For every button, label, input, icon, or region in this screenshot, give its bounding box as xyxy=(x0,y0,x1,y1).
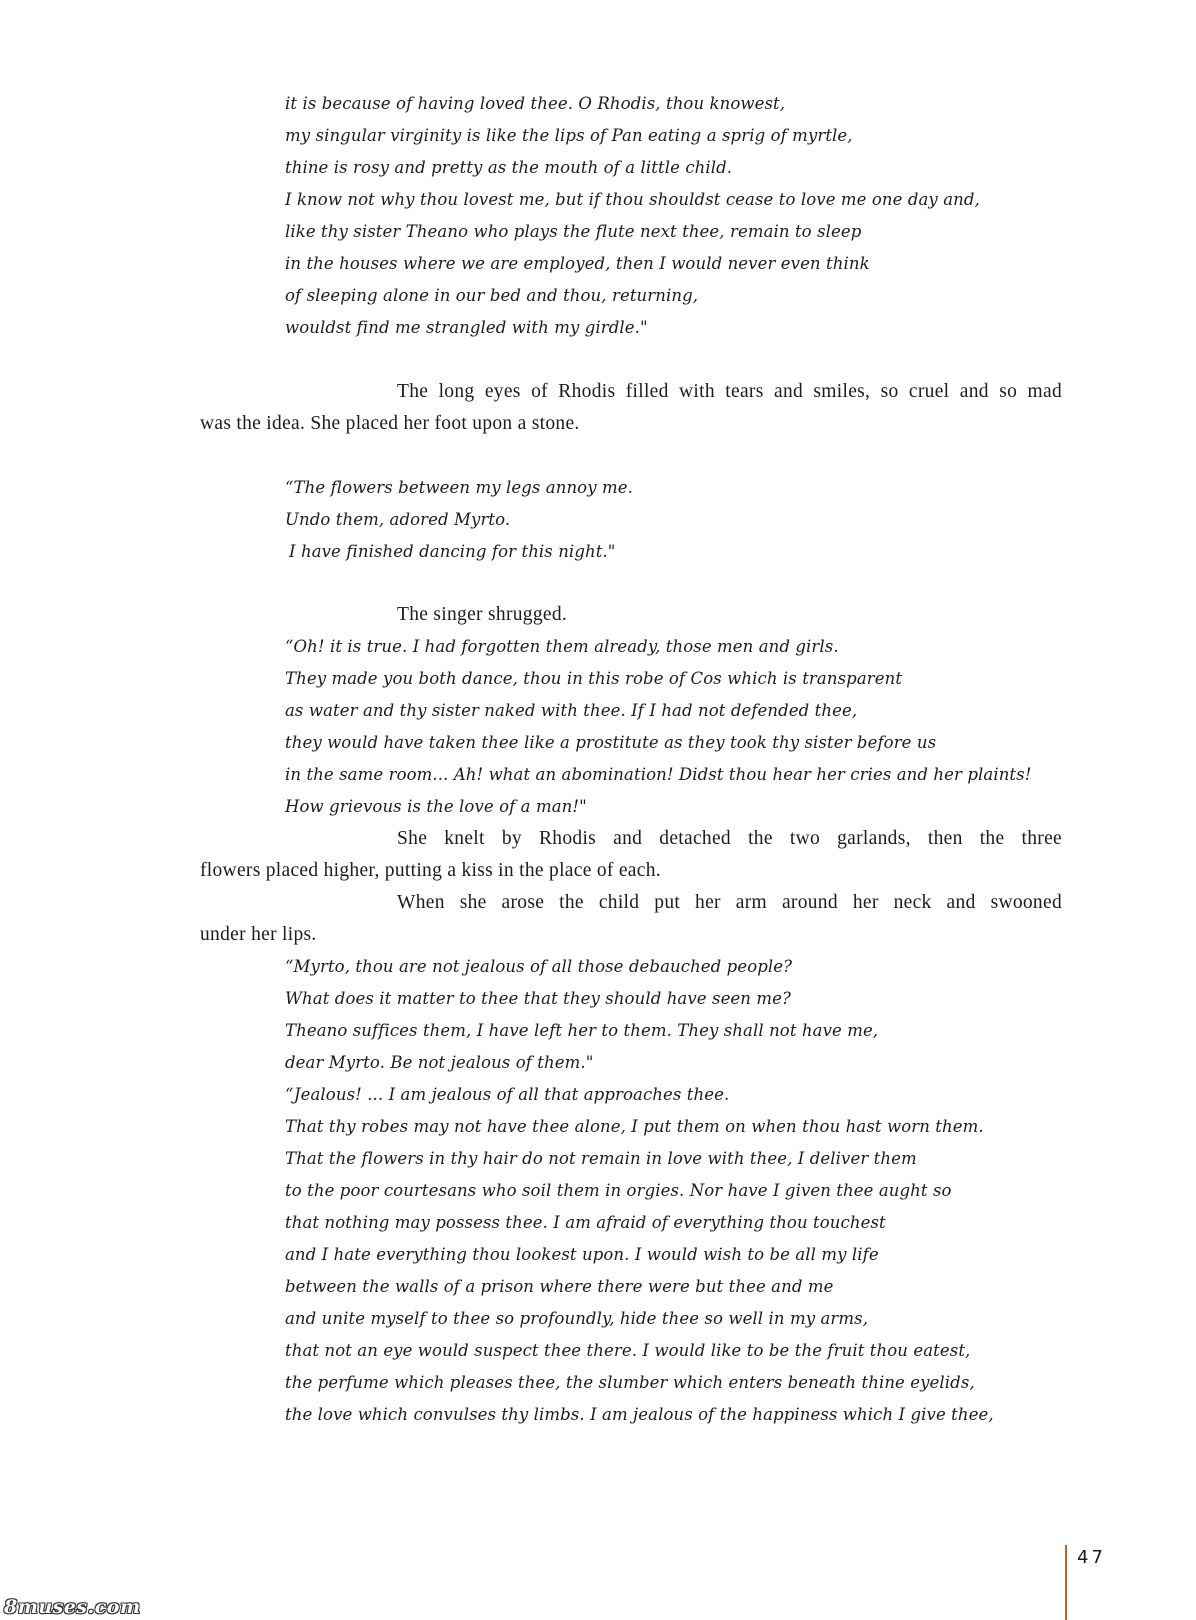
verse-line: How grievous is the love of a man!" xyxy=(285,797,587,816)
verse-line: Theano suffices them, I have left her to them. They shall not have me, xyxy=(285,1021,879,1040)
verse-line: I have finished dancing for this night." xyxy=(289,542,616,561)
site-watermark: 8muses.com xyxy=(4,1596,141,1618)
verse-line: and unite myself to thee so profoundly, hide thee so well in my arms, xyxy=(285,1309,869,1328)
verse-line: thine is rosy and pretty as the mouth of a little child. xyxy=(285,158,733,177)
verse-line: my singular virginity is like the lips of Pan eating a sprig of myrtle, xyxy=(285,126,853,145)
verse-line: That thy robes may not have thee alone, I put them on when thou hast worn them. xyxy=(285,1117,984,1136)
prose-line: flowers placed higher, putting a kiss in the place of each. xyxy=(200,860,661,881)
prose-line: When she arose the child put her arm around her neck and swooned xyxy=(397,892,1062,913)
verse-line: in the same room... Ah! what an abomination! Didst thou hear her cries and her plaints! xyxy=(285,765,1032,784)
verse-line: between the walls of a prison where there were but thee and me xyxy=(285,1277,834,1296)
verse-line: it is because of having loved thee. O Rhodis, thou knowest, xyxy=(285,94,786,113)
verse-line: They made you both dance, thou in this robe of Cos which is transparent xyxy=(285,669,903,688)
verse-line: dear Myrto. Be not jealous of them." xyxy=(285,1053,594,1072)
verse-line: the love which convulses thy limbs. I am jealous of the happiness which I give thee, xyxy=(285,1405,994,1424)
verse-line: What does it matter to thee that they should have seen me? xyxy=(285,989,791,1008)
verse-line: like thy sister Theano who plays the flute next thee, remain to sleep xyxy=(285,222,862,241)
verse-line: “The flowers between my legs annoy me. xyxy=(285,478,633,497)
verse-line: they would have taken thee like a prostitute as they took thy sister before us xyxy=(285,733,937,752)
prose-line: The long eyes of Rhodis filled with tears and smiles, so cruel and so mad xyxy=(397,381,1062,402)
verse-line: “Jealous! ... I am jealous of all that approaches thee. xyxy=(285,1085,730,1104)
folio-rule xyxy=(1065,1545,1067,1620)
prose-line: She knelt by Rhodis and detached the two garlands, then the three xyxy=(397,828,1062,849)
prose-line: under her lips. xyxy=(200,924,317,945)
verse-line: and I hate everything thou lookest upon. I would wish to be all my life xyxy=(285,1245,879,1264)
prose-line: The singer shrugged. xyxy=(397,604,568,625)
verse-line: I know not why thou lovest me, but if thou shouldst cease to love me one day and, xyxy=(285,190,980,209)
verse-line: to the poor courtesans who soil them in orgies. Nor have I given thee aught so xyxy=(285,1181,952,1200)
verse-line: that nothing may possess thee. I am afraid of everything thou touchest xyxy=(285,1213,886,1232)
verse-line: the perfume which pleases thee, the slumber which enters beneath thine eyelids, xyxy=(285,1373,975,1392)
verse-line: That the flowers in thy hair do not remain in love with thee, I deliver them xyxy=(285,1149,917,1168)
verse-line: “Oh! it is true. I had forgotten them already, those men and girls. xyxy=(285,637,839,656)
verse-line: wouldst find me strangled with my girdle." xyxy=(285,318,648,337)
page-number: 47 xyxy=(1077,1547,1106,1568)
prose-line: was the idea. She placed her foot upon a stone. xyxy=(200,413,580,434)
verse-line: Undo them, adored Myrto. xyxy=(285,510,511,529)
verse-line: “Myrto, thou are not jealous of all those debauched people? xyxy=(285,957,793,976)
verse-line: of sleeping alone in our bed and thou, returning, xyxy=(285,286,699,305)
verse-line: that not an eye would suspect thee there. I would like to be the fruit thou eatest, xyxy=(285,1341,971,1360)
verse-line: as water and thy sister naked with thee. If I had not defended thee, xyxy=(285,701,858,720)
verse-line: in the houses where we are employed, then I would never even think xyxy=(285,254,870,273)
